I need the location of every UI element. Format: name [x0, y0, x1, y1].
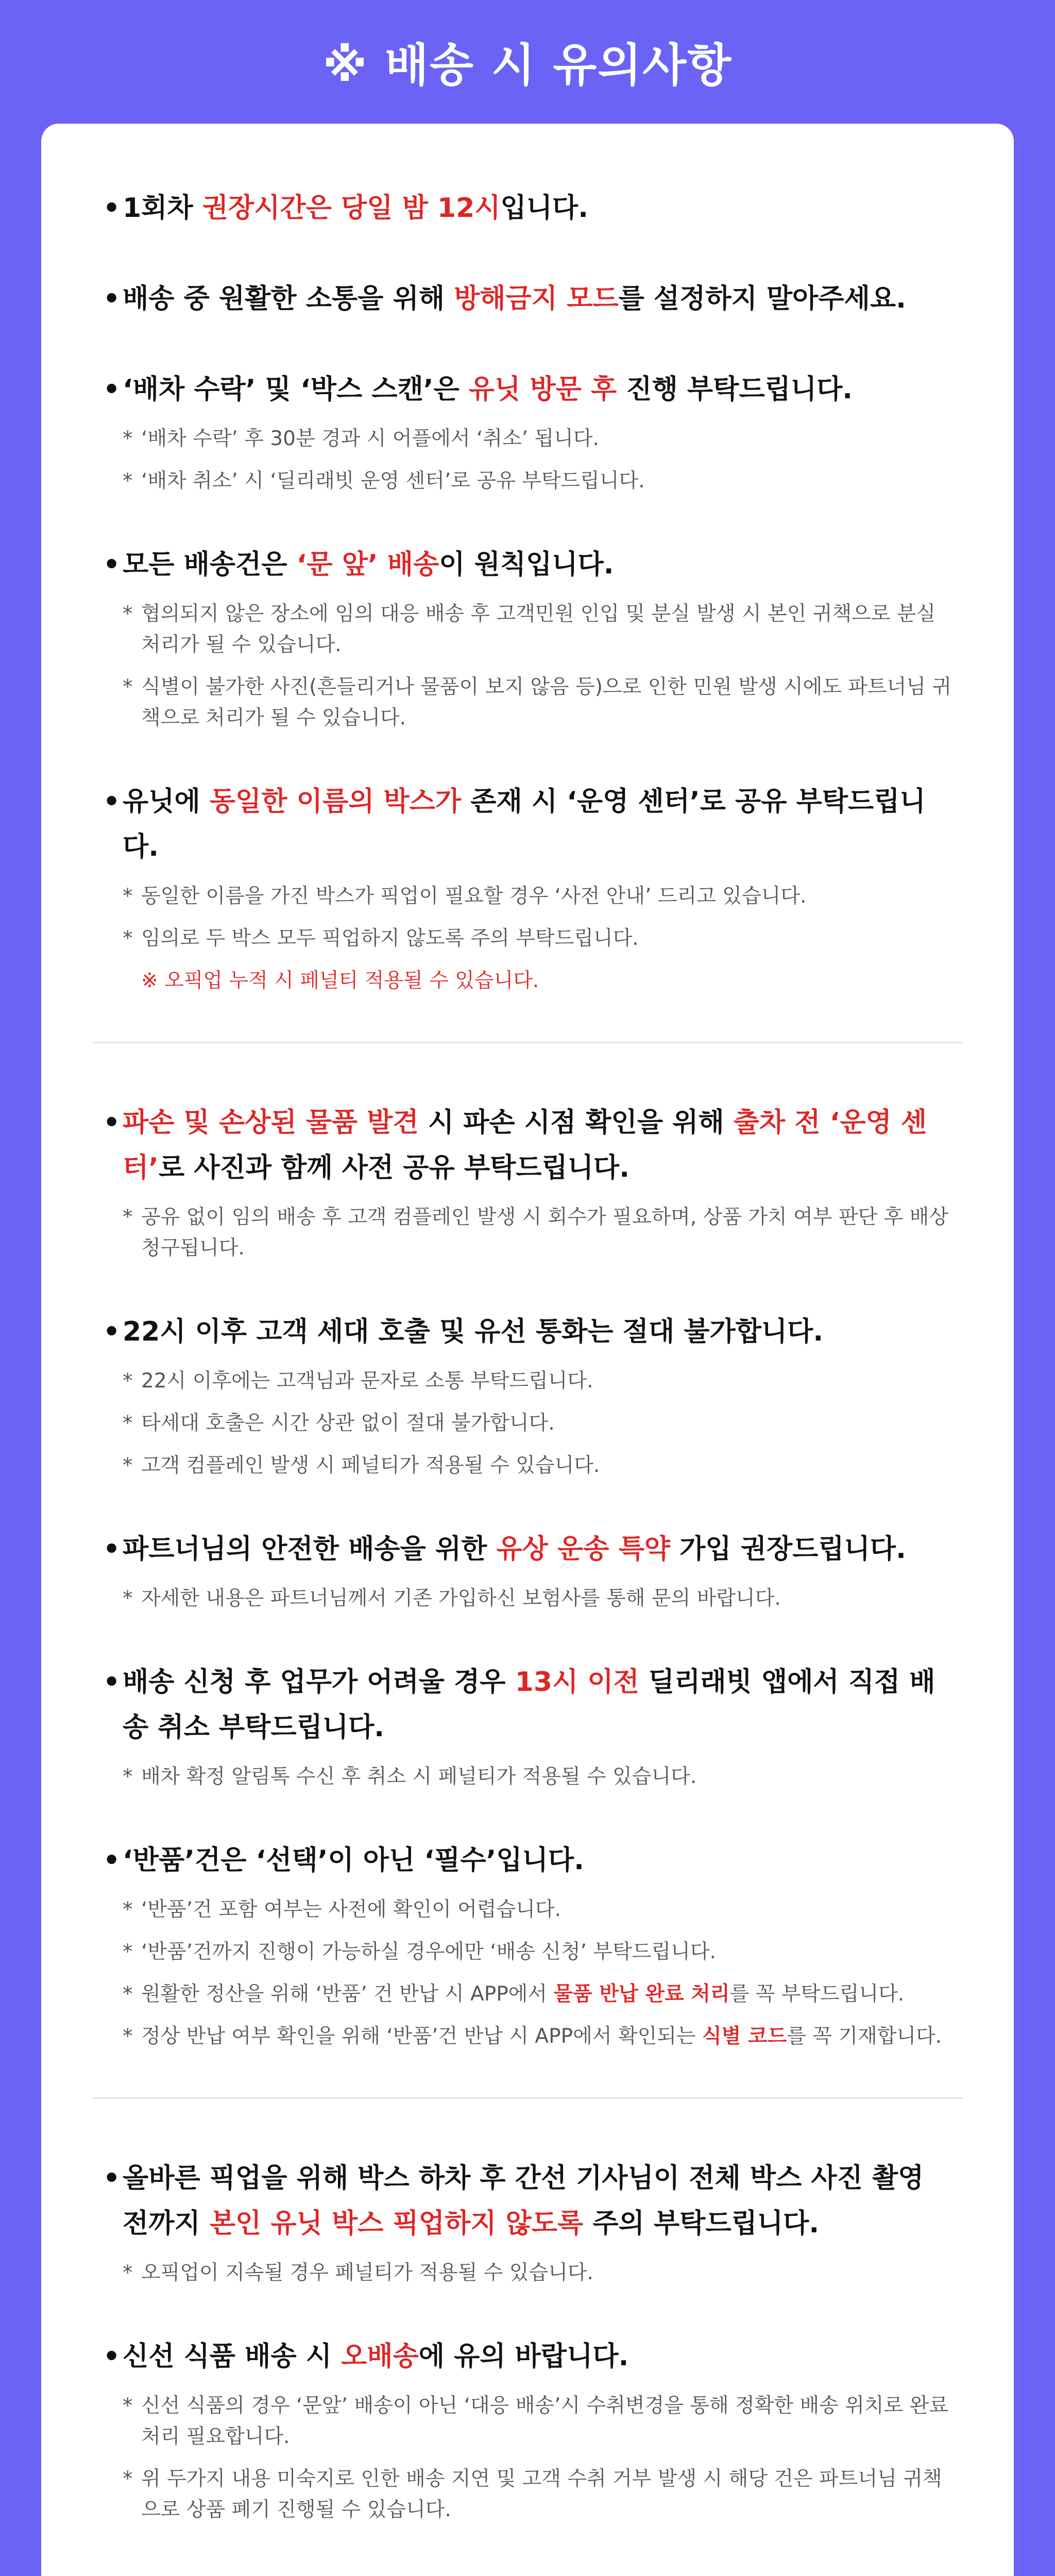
- highlight-text: 본인 유닛 박스 픽업하지 않도록: [209, 2208, 584, 2239]
- asterisk-icon: *: [123, 1982, 133, 2006]
- notice-heading: [103, 367, 952, 412]
- highlight-text: 유닛 방문 후: [468, 374, 617, 405]
- sub-note: [123, 923, 952, 954]
- heading-text: 에 유의 바랍니다.: [418, 2341, 629, 2372]
- sub-note-text: ‘반품’건 포함 여부는 사전에 확인이 어렵습니다.: [141, 1898, 561, 1921]
- heading-text: 주의 부탁드립니다.: [583, 2208, 820, 2239]
- asterisk-icon: *: [123, 1454, 133, 1477]
- bullet-icon: •: [103, 1316, 121, 1347]
- bullet-icon: •: [103, 193, 121, 224]
- sub-note-text: ‘배차 취소’ 시 ‘딜리래빗 운영 센터’로 공유 부탁드립니다.: [141, 469, 645, 493]
- asterisk-icon: *: [123, 1412, 133, 1435]
- highlight-text: 식별 코드: [702, 2025, 787, 2048]
- notice-item: [103, 185, 952, 231]
- asterisk-icon: *: [123, 927, 133, 950]
- asterisk-icon: *: [123, 885, 133, 908]
- notice-heading: [103, 1838, 952, 1883]
- bullet-icon: •: [103, 2163, 121, 2194]
- sub-note-text: 를 꼭 기재합니다.: [787, 2025, 942, 2048]
- sub-note: [123, 2464, 952, 2526]
- asterisk-icon: *: [123, 675, 133, 699]
- bullet-icon: [103, 2571, 123, 2576]
- bullet-icon: •: [103, 1107, 121, 1138]
- heading-text: 를 설정하지 말아주세요.: [618, 283, 906, 314]
- sub-note-text: 협의되지 않은 장소에 임의 대응 배송 후 고객민원 인입 및 분실 발생 시 본인 귀책으로 분실 처리가 될 수 있습니다.: [141, 602, 936, 656]
- sub-note: [123, 881, 952, 912]
- sub-note: [123, 1202, 952, 1264]
- asterisk-icon: *: [123, 1206, 133, 1229]
- asterisk-icon: *: [123, 1765, 133, 1788]
- highlight-text: 오배송: [341, 2341, 419, 2372]
- asterisk-icon: *: [123, 2467, 133, 2490]
- notice-heading: [103, 1309, 952, 1354]
- asterisk-icon: *: [123, 1940, 133, 1963]
- heading-text: ‘반품’건은 ‘선택’이 아닌 ‘필수’입니다.: [123, 1845, 584, 1876]
- sub-note: [123, 1450, 952, 1481]
- sub-note: [123, 2391, 952, 2452]
- heading-text: 모든 배송건은: [123, 549, 297, 580]
- heading-text: 이 원칙입니다.: [439, 549, 614, 580]
- notice-heading: [103, 185, 952, 231]
- page-title: ※ 배송 시 유의사항: [322, 39, 733, 92]
- notice-item: [103, 2571, 952, 2576]
- asterisk-icon: *: [123, 427, 133, 450]
- heading-text: 가입 권장드립니다.: [670, 1534, 906, 1565]
- highlight-text: 유상 운송 특약: [496, 1534, 671, 1565]
- asterisk-icon: *: [123, 1898, 133, 1921]
- section-divider: [93, 2097, 962, 2099]
- notice-item: [103, 779, 952, 996]
- notice-heading: [103, 2334, 952, 2379]
- sub-note-text: 공유 없이 임의 배송 후 고객 컴플레인 발생 시 회수가 필요하며, 상품 가치 여부 판단 후 배상 청구됩니다.: [141, 1206, 949, 1260]
- notice-item: [103, 1309, 952, 1481]
- sub-note: [123, 1408, 952, 1439]
- sub-note: [123, 466, 952, 497]
- bullet-icon: •: [103, 374, 121, 405]
- asterisk-icon: *: [123, 1369, 133, 1393]
- notice-item: [103, 276, 952, 321]
- notice-item: [103, 542, 952, 734]
- sub-note-text: 22시 이후에는 고객님과 문자로 소통 부탁드립니다.: [141, 1369, 593, 1393]
- heading-text: 파트너님의 안전한 배송을 위한: [123, 1534, 497, 1565]
- sub-note-text: 위 두가지 내용 미숙지로 인한 배송 지연 및 고객 수취 거부 발생 시 해당 건은 파트너님 귀책으로 상품 폐기 진행될 수 있습니다.: [141, 2467, 942, 2521]
- highlight-text: 13시 이전: [515, 1667, 639, 1698]
- highlight-text: 출차 전 ‘운영 센터’: [123, 1107, 927, 1183]
- notice-item: [103, 1838, 952, 2052]
- heading-text: 22시 이후 고객 세대 호출 및 유선 통화는 절대 불가합니다.: [123, 1316, 824, 1347]
- sub-note-text: 동일한 이름을 가진 박스가 픽업이 필요할 경우 ‘사전 안내’ 드리고 있습니다.: [141, 885, 807, 908]
- notice-heading: [103, 542, 952, 587]
- sub-note-text: 임의로 두 박스 모두 픽업하지 않도록 주의 부탁드립니다.: [141, 927, 639, 950]
- heading-text: 1회차: [123, 193, 202, 224]
- highlight-text: 방해금지 모드: [454, 283, 619, 314]
- notice-heading: [103, 2156, 952, 2246]
- highlight-text: 권장시간은 당일 밤 12시: [202, 193, 501, 224]
- sub-note: [123, 1894, 952, 1925]
- highlight-text: 물품 반납 완료 처리: [553, 1982, 730, 2006]
- sub-note-text: 고객 컴플레인 발생 시 페널티가 적용될 수 있습니다.: [141, 1454, 600, 1477]
- heading-text: 로 사진과 함께 사전 공유 부탁드립니다.: [159, 1153, 629, 1183]
- notice-heading: [103, 1659, 952, 1750]
- asterisk-icon: *: [123, 602, 133, 625]
- sub-note: [123, 2258, 952, 2289]
- sub-note-text: 정상 반납 여부 확인을 위해 ‘반품’건 반납 시 APP에서 확인되는: [141, 2025, 702, 2048]
- sub-note-text: 배차 확정 알림톡 수신 후 취소 시 페널티가 적용될 수 있습니다.: [141, 1765, 697, 1788]
- sub-note-text: 타세대 호출은 시간 상관 없이 절대 불가합니다.: [141, 1412, 555, 1435]
- heading-text: 존재 시 ‘운영 센터’로 공유 부탁드립니다.: [123, 786, 926, 862]
- heading-text: 딜리래빗 앱에서 직접 배송 취소 부탁드립니다.: [123, 1667, 935, 1743]
- notice-heading: [103, 779, 952, 870]
- sub-note: [123, 1761, 952, 1792]
- bullet-icon: •: [103, 283, 121, 314]
- heading-text: ‘배차 수락’ 및 ‘박스 스캔’은: [123, 374, 469, 405]
- sub-note: [123, 1366, 952, 1397]
- bullet-icon: •: [103, 1667, 121, 1698]
- asterisk-icon: *: [123, 2025, 133, 2048]
- sub-note-text: 를 꼭 부탁드립니다.: [729, 1982, 905, 2006]
- sub-note-text: ‘배차 수락’ 후 30분 경과 시 어플에서 ‘취소’ 됩니다.: [141, 427, 599, 450]
- section-divider: [93, 1042, 962, 1043]
- notice-item: [103, 2334, 952, 2526]
- sub-note-text: 신선 식품의 경우 ‘문앞’ 배송이 아닌 ‘대응 배송’시 수취변경을 통해 정확한 배송 위치로 완료 처리 필요합니다.: [141, 2394, 949, 2448]
- heading-text: 신선 식품 배송 시: [123, 2341, 342, 2372]
- penalty-warning: ※ 오픽업 누적 시 페널티 적용될 수 있습니다.: [141, 969, 539, 992]
- sub-note: [123, 423, 952, 454]
- highlight-text: 파손 및 손상된 물품 발견: [123, 1107, 419, 1138]
- notice-heading: [103, 1100, 952, 1191]
- bullet-icon: •: [103, 1534, 121, 1565]
- sub-note: [123, 599, 952, 660]
- bullet-icon: •: [103, 786, 121, 817]
- bullet-icon: •: [103, 1845, 121, 1876]
- notice-heading: [103, 1527, 952, 1572]
- sub-note: [123, 672, 952, 734]
- sub-note-text: 원활한 정산을 위해 ‘반품’ 건 반납 시 APP에서: [141, 1982, 554, 2006]
- sub-note-text: 자세한 내용은 파트너님께서 기존 가입하신 보험사를 통해 문의 바랍니다.: [141, 1587, 781, 1610]
- sub-note-text: 오픽업이 지속될 경우 페널티가 적용될 수 있습니다.: [141, 2261, 593, 2284]
- heading-text: 올바른 픽업을 위해 박스 하차 후 간선 기사님이 전체 박스 사진 촬영 전까지: [123, 2163, 924, 2239]
- notice-heading: [103, 2571, 952, 2576]
- sub-note: [123, 2021, 952, 2052]
- notice-item: [103, 2156, 952, 2289]
- notice-heading: [103, 276, 952, 321]
- heading-text: 유닛에: [123, 786, 210, 817]
- notice-list: [103, 185, 952, 2576]
- asterisk-icon: *: [123, 1587, 133, 1610]
- bullet-icon: •: [103, 549, 121, 580]
- heading-text: 배송 신청 후 업무가 어려울 경우: [123, 1667, 515, 1698]
- notice-item: [103, 367, 952, 497]
- highlight-text: 동일한 이름의 박스가: [209, 786, 462, 817]
- notice-card: [41, 124, 1014, 2576]
- sub-note: [123, 1937, 952, 1968]
- asterisk-icon: *: [123, 2261, 133, 2284]
- heading-text: 배송 중 원활한 소통을 위해: [123, 283, 454, 314]
- sub-note-text: 식별이 불가한 사진(흔들리거나 물품이 보지 않음 등)으로 인한 민원 발생 시에도 파트너님 귀책으로 처리가 될 수 있습니다.: [141, 675, 952, 730]
- sub-note: [123, 1583, 952, 1614]
- heading-text: 입니다.: [500, 193, 588, 224]
- notice-item: [103, 1527, 952, 1614]
- sub-note: [123, 1979, 952, 2010]
- asterisk-icon: *: [123, 469, 133, 493]
- sub-note-text: ‘반품’건까지 진행이 가능하실 경우에만 ‘배송 신청’ 부탁드립니다.: [141, 1940, 716, 1963]
- heading-text: 시 파손 시점 확인을 위해: [418, 1107, 734, 1138]
- notice-item: [103, 1100, 952, 1264]
- bullet-icon: •: [103, 2341, 121, 2372]
- asterisk-icon: *: [123, 2394, 133, 2417]
- notice-item: [103, 1659, 952, 1792]
- heading-text: 진행 부탁드립니다.: [617, 374, 853, 405]
- highlight-text: ‘문 앞’ 배송: [296, 549, 439, 580]
